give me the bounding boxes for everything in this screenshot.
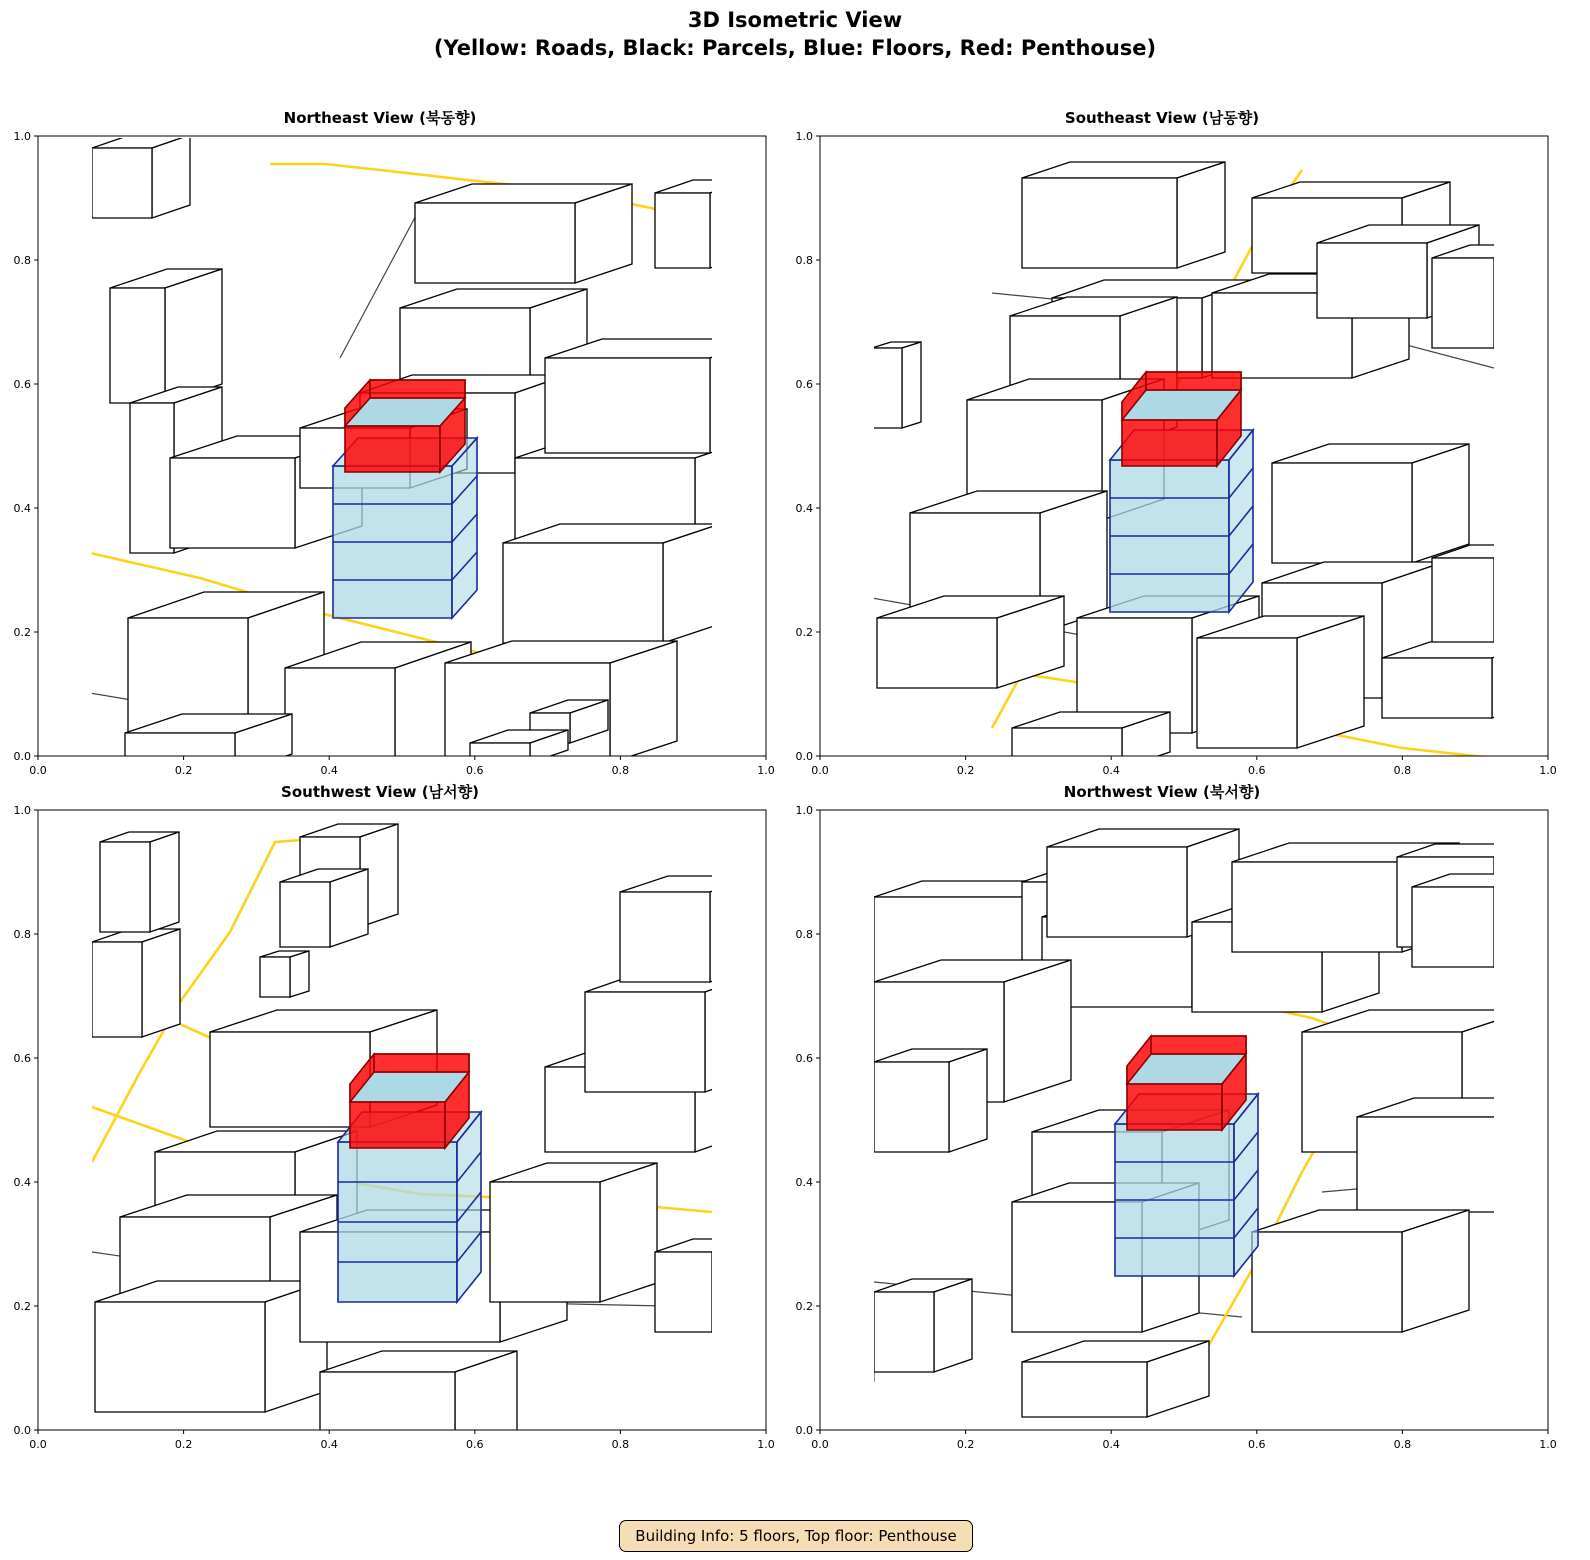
x-tick-label: 0.0 — [811, 1438, 829, 1451]
y-tick-label: 0.6 — [13, 1052, 31, 1065]
panel-southwest-view — [0, 782, 775, 1462]
y-tick-label: 1.0 — [13, 130, 31, 143]
x-tick-label: 0.6 — [1248, 1438, 1266, 1451]
neighbor-building — [877, 596, 1064, 688]
penthouse-back-wall — [374, 1054, 469, 1072]
x-tick-label: 0.8 — [611, 1438, 630, 1451]
scene — [92, 824, 758, 1452]
panel-title: Northwest View (북서향) — [1063, 783, 1261, 801]
building-side — [663, 524, 720, 643]
building-side — [290, 951, 309, 997]
y-tick-label: 0.8 — [13, 928, 31, 941]
building-front — [320, 1372, 455, 1452]
building-side — [1492, 642, 1540, 718]
building-top — [655, 180, 748, 193]
x-tick-label: 0.2 — [174, 764, 193, 777]
x-tick-label: 1.0 — [757, 764, 775, 777]
scene — [874, 829, 1559, 1417]
penthouse-front — [1127, 1084, 1222, 1130]
neighbor-building — [655, 1239, 750, 1332]
x-tick-label: 0.0 — [29, 1438, 47, 1451]
building-side — [165, 269, 222, 403]
panel-plot — [0, 108, 780, 788]
building-front — [280, 882, 330, 947]
neighbor-building — [874, 1279, 972, 1372]
neighbor-building — [110, 269, 222, 403]
building-side — [710, 180, 748, 268]
building-front — [92, 942, 142, 1037]
neighbor-building — [620, 876, 758, 982]
building-front — [285, 668, 395, 778]
panel-southeast-view — [782, 108, 1557, 788]
building-front — [503, 543, 663, 643]
target-building — [333, 380, 477, 618]
x-tick-label: 0.4 — [320, 1438, 338, 1451]
target-building — [1110, 372, 1253, 612]
building-top — [655, 1239, 750, 1252]
x-tick-label: 0.2 — [174, 1438, 193, 1451]
building-front — [415, 203, 575, 283]
x-tick-label: 0.6 — [1248, 764, 1266, 777]
panel-title: Northeast View (북동향) — [283, 109, 477, 127]
neighbor-building — [1412, 874, 1532, 967]
building-front — [1357, 1117, 1502, 1212]
x-tick-label: 0.8 — [1393, 764, 1412, 777]
building-side — [1494, 545, 1532, 678]
y-tick-label: 1.0 — [13, 804, 31, 817]
neighbor-building — [280, 869, 368, 947]
y-tick-label: 1.0 — [795, 130, 813, 143]
neighbor-building — [100, 832, 179, 932]
neighbor-building — [1022, 1341, 1209, 1417]
neighbor-building — [1382, 642, 1540, 718]
building-front — [655, 1252, 712, 1332]
building-top — [1302, 1010, 1529, 1032]
y-tick-label: 0.8 — [795, 928, 813, 941]
target-building — [1115, 1036, 1258, 1276]
building-front — [585, 992, 705, 1092]
building-front — [490, 1182, 600, 1302]
building-front — [1382, 658, 1492, 718]
neighbor-building — [1432, 245, 1532, 348]
y-tick-label: 0.6 — [795, 1052, 813, 1065]
x-tick-label: 0.6 — [466, 1438, 484, 1451]
building-side — [330, 869, 368, 947]
building-front — [130, 403, 174, 553]
building-side — [705, 974, 757, 1092]
penthouse-front — [350, 1102, 445, 1148]
neighbor-building — [1197, 616, 1364, 748]
panel-title: Southwest View (남서향) — [281, 783, 479, 801]
y-tick-label: 0.0 — [13, 1424, 31, 1437]
building-front — [1197, 638, 1297, 748]
x-tick-label: 1.0 — [757, 1438, 775, 1451]
neighbor-building — [1022, 162, 1225, 268]
x-tick-label: 0.4 — [320, 764, 338, 777]
x-tick-label: 1.0 — [1539, 764, 1557, 777]
y-tick-label: 1.0 — [795, 804, 813, 817]
building-side — [1494, 874, 1532, 967]
building-side — [610, 641, 677, 763]
building-side — [1494, 844, 1532, 947]
y-tick-label: 0.4 — [13, 502, 31, 515]
x-tick-label: 0.0 — [811, 764, 829, 777]
building-front — [1232, 862, 1402, 952]
building-side — [1297, 616, 1364, 748]
building-front — [1012, 728, 1122, 768]
x-tick-label: 0.6 — [466, 764, 484, 777]
panel-plot — [0, 782, 780, 1462]
panel-northwest-view — [782, 782, 1557, 1462]
neighbor-building — [585, 974, 757, 1092]
x-tick-label: 0.2 — [956, 764, 975, 777]
neighbor-building — [92, 929, 180, 1037]
neighbor-building — [1272, 444, 1469, 563]
x-tick-label: 0.0 — [29, 764, 47, 777]
building-front — [874, 1292, 934, 1372]
building-side — [710, 876, 758, 982]
building-front — [92, 148, 152, 218]
building-front — [1317, 243, 1427, 318]
panel-plot — [782, 782, 1562, 1462]
scene — [90, 135, 767, 778]
building-front — [1022, 1362, 1147, 1417]
y-tick-label: 0.8 — [13, 254, 31, 267]
x-tick-label: 1.0 — [1539, 1438, 1557, 1451]
building-front — [1022, 178, 1177, 268]
building-front — [620, 892, 710, 982]
neighbor-building — [285, 642, 471, 778]
target-building — [338, 1054, 481, 1302]
building-front — [1272, 463, 1412, 563]
building-side — [152, 135, 190, 218]
panel-plot — [782, 108, 1562, 788]
building-info-box: Building Info: 5 floors, Top floor: Penthouse — [619, 1520, 973, 1552]
neighbor-building — [655, 180, 748, 268]
y-tick-label: 0.2 — [13, 626, 31, 639]
building-front — [110, 288, 165, 403]
neighbor-building — [92, 135, 190, 218]
y-tick-label: 0.4 — [795, 502, 813, 515]
building-side — [142, 929, 180, 1037]
penthouse-back-wall — [1151, 1036, 1246, 1054]
building-side — [600, 1163, 657, 1302]
building-front — [210, 1032, 370, 1127]
x-tick-label: 0.4 — [1102, 764, 1120, 777]
neighbor-building — [490, 1163, 657, 1302]
building-side — [949, 1049, 987, 1152]
neighbor-building — [415, 184, 632, 283]
building-top — [620, 876, 758, 892]
building-front — [872, 348, 902, 428]
neighbor-building — [1357, 1098, 1559, 1212]
y-tick-label: 0.4 — [13, 1176, 31, 1189]
building-front — [1432, 258, 1494, 348]
building-side — [934, 1279, 972, 1372]
neighbor-building — [545, 339, 767, 453]
y-tick-label: 0.4 — [795, 1176, 813, 1189]
building-front — [170, 458, 295, 548]
building-side — [710, 339, 767, 453]
neighbor-building — [874, 1049, 987, 1152]
neighbor-building — [872, 342, 921, 428]
y-tick-label: 0.6 — [13, 378, 31, 391]
neighbor-building — [260, 951, 309, 997]
panel-title: Southeast View (남동향) — [1064, 109, 1260, 127]
building-side — [1177, 162, 1225, 268]
penthouse-front — [345, 426, 440, 472]
building-side — [902, 342, 921, 428]
scene — [872, 162, 1540, 768]
panel-northeast-view — [0, 108, 775, 788]
neighbor-building — [503, 524, 720, 643]
building-front — [260, 957, 290, 997]
building-front — [1047, 847, 1187, 937]
x-tick-label: 0.2 — [956, 1438, 975, 1451]
y-tick-label: 0.0 — [795, 1424, 813, 1437]
building-side — [150, 832, 179, 932]
figure-title-line-1: 3D Isometric View — [687, 8, 903, 32]
y-tick-label: 0.8 — [795, 254, 813, 267]
y-tick-label: 0.2 — [795, 1300, 813, 1313]
building-side — [1494, 245, 1532, 348]
y-tick-label: 0.0 — [795, 750, 813, 763]
figure-title-line-2: (Yellow: Roads, Black: Parcels, Blue: Floors, Red: Penthouse) — [433, 36, 1157, 60]
penthouse-back-wall — [370, 380, 465, 398]
neighbor-building — [1252, 1210, 1469, 1332]
building-side — [1004, 960, 1071, 1102]
y-tick-label: 0.2 — [795, 626, 813, 639]
neighbor-building — [95, 1281, 327, 1412]
x-tick-label: 0.8 — [1393, 1438, 1412, 1451]
neighbor-building — [1012, 712, 1170, 768]
penthouse-back-wall — [1146, 372, 1241, 390]
building-front — [545, 358, 710, 453]
figure-title — [0, 6, 1590, 62]
building-front — [95, 1302, 265, 1412]
building-front — [100, 842, 150, 932]
y-tick-label: 0.6 — [795, 378, 813, 391]
y-tick-label: 0.0 — [13, 750, 31, 763]
building-side — [1412, 444, 1469, 563]
building-front — [470, 743, 530, 763]
penthouse-front — [1122, 420, 1217, 466]
building-side — [1402, 1210, 1469, 1332]
neighbor-building — [320, 1351, 517, 1452]
building-front — [1252, 1232, 1402, 1332]
x-tick-label: 0.4 — [1102, 1438, 1120, 1451]
building-front — [1412, 887, 1494, 967]
x-tick-label: 0.8 — [611, 764, 630, 777]
building-front — [874, 1062, 949, 1152]
building-side — [1502, 1098, 1559, 1212]
building-side — [712, 1239, 750, 1332]
building-front — [877, 618, 997, 688]
y-tick-label: 0.2 — [13, 1300, 31, 1313]
building-front — [655, 193, 710, 268]
